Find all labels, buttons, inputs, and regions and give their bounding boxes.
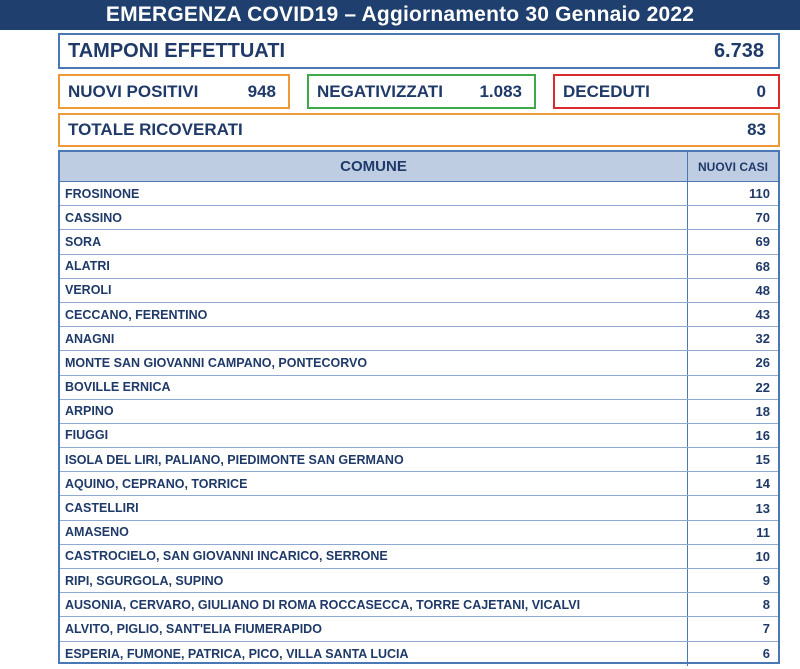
table-row	[60, 376, 778, 400]
cell-nuovi-casi: 68	[755, 258, 770, 274]
cell-nuovi-casi: 70	[755, 210, 770, 226]
cell-comune: ALVITO, PIGLIO, SANT'ELIA FIUMERAPIDO	[60, 617, 688, 640]
cell-comune: MONTE SAN GIOVANNI CAMPANO, PONTECORVO	[60, 351, 688, 374]
cell-comune: CASTROCIELO, SAN GIOVANNI INCARICO, SERRONE	[60, 545, 688, 568]
cell-comune: CASTELLIRI	[60, 496, 688, 519]
cell-comune: BOVILLE ERNICA	[60, 376, 688, 399]
tamponi-box	[58, 33, 780, 69]
cell-nuovi-casi: 8	[762, 597, 770, 613]
table-row	[60, 351, 778, 375]
cell-comune: ISOLA DEL LIRI, PALIANO, PIEDIMONTE SAN GERMANO	[60, 448, 688, 471]
table-header	[60, 152, 778, 182]
cell-nuovi-casi: 7	[762, 621, 770, 637]
table-row	[60, 327, 778, 351]
ricoverati-box	[58, 113, 780, 147]
cell-comune: CASSINO	[60, 206, 688, 229]
table-row	[60, 642, 778, 666]
deceduti-label: DECEDUTI	[563, 81, 650, 101]
cell-nuovi-casi: 18	[755, 403, 770, 419]
cell-comune: ALATRI	[60, 255, 688, 278]
table-row	[60, 279, 778, 303]
negativizzati-value: 1.083	[479, 81, 522, 101]
table-row	[60, 182, 778, 206]
cell-nuovi-casi: 15	[755, 452, 770, 468]
ricoverati-label: TOTALE RICOVERATI	[68, 120, 243, 139]
table-row	[60, 230, 778, 254]
cell-comune: SORA	[60, 230, 688, 253]
page-title: EMERGENZA COVID19 – Aggiornamento 30 Gennaio 2022	[0, 0, 800, 30]
cell-nuovi-casi: 69	[755, 234, 770, 250]
cell-comune: AUSONIA, CERVARO, GIULIANO DI ROMA ROCCASECCA, TORRE CAJETANI, VICALVI	[60, 593, 688, 616]
header-nuovi-casi: NUOVI CASI	[697, 159, 768, 174]
deceduti-value: 0	[756, 81, 766, 101]
cell-nuovi-casi: 6	[762, 646, 770, 662]
table-row	[60, 424, 778, 448]
cell-nuovi-casi: 32	[755, 331, 770, 347]
cell-comune: FROSINONE	[60, 182, 688, 205]
tamponi-label: TAMPONI EFFETTUATI	[68, 39, 286, 62]
table-row	[60, 303, 778, 327]
positivi-box	[58, 74, 290, 109]
ricoverati-value: 83	[747, 120, 766, 139]
cell-nuovi-casi: 16	[755, 427, 770, 443]
cell-nuovi-casi: 13	[755, 500, 770, 516]
table-row	[60, 617, 778, 641]
cases-table	[58, 150, 780, 664]
cell-comune: ANAGNI	[60, 327, 688, 350]
cell-comune: ESPERIA, FUMONE, PATRICA, PICO, VILLA SANTA LUCIA	[60, 642, 688, 666]
cell-comune: ARPINO	[60, 400, 688, 423]
table-row	[60, 400, 778, 424]
cell-nuovi-casi: 14	[755, 476, 770, 492]
table-row	[60, 593, 778, 617]
cell-comune: RIPI, SGURGOLA, SUPINO	[60, 569, 688, 592]
table-row	[60, 545, 778, 569]
cell-nuovi-casi: 43	[755, 307, 770, 323]
cell-nuovi-casi: 10	[755, 548, 770, 564]
table-row	[60, 255, 778, 279]
cell-nuovi-casi: 9	[762, 573, 770, 589]
cell-nuovi-casi: 22	[755, 379, 770, 395]
table-row	[60, 569, 778, 593]
cell-comune: VEROLI	[60, 279, 688, 302]
table-row	[60, 521, 778, 545]
deceduti-box	[553, 74, 780, 109]
cell-nuovi-casi: 48	[755, 282, 770, 298]
cell-comune: CECCANO, FERENTINO	[60, 303, 688, 326]
table-row	[60, 472, 778, 496]
positivi-value: 948	[247, 81, 276, 101]
cell-comune: AMASENO	[60, 521, 688, 544]
cell-comune: FIUGGI	[60, 424, 688, 447]
tamponi-value: 6.738	[713, 39, 764, 62]
cell-nuovi-casi: 11	[756, 524, 770, 540]
negativizzati-label: NEGATIVIZZATI	[317, 81, 443, 101]
cell-nuovi-casi: 26	[755, 355, 770, 371]
positivi-label: NUOVI POSITIVI	[68, 81, 199, 101]
cell-nuovi-casi: 110	[749, 186, 770, 202]
table-row	[60, 448, 778, 472]
negativizzati-box	[307, 74, 536, 109]
table-body	[60, 182, 778, 666]
header-comune: COMUNE	[60, 152, 688, 181]
table-row	[60, 496, 778, 520]
table-row	[60, 206, 778, 230]
cell-comune: AQUINO, CEPRANO, TORRICE	[60, 472, 688, 495]
